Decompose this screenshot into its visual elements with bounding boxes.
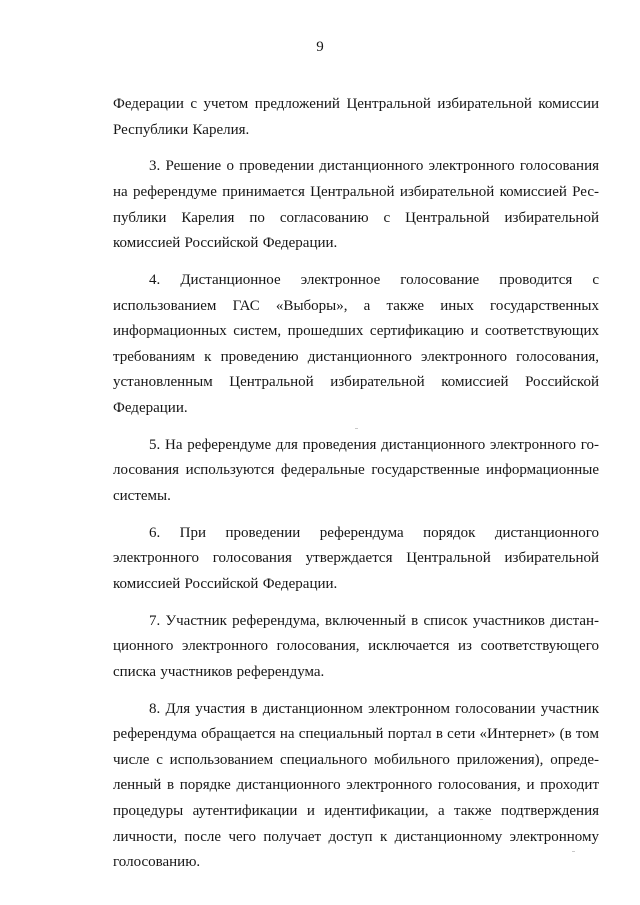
scan-speck	[355, 428, 358, 429]
scan-speck	[480, 819, 483, 820]
scan-speck	[572, 851, 575, 852]
document-body	[113, 92, 599, 876]
page-number: 9	[316, 39, 324, 55]
paragraph-3: 3. Решение о проведении дистанционного электронного голосования на референдуме принимается Центральной избирательной комиссией Республики Карелия по согласованию с Центральной избирательной комиссией Российской Федерации.	[113, 158, 599, 252]
paragraph-7: 7. Участник референдума, включенный в список участников дистанционного электронного голосования, исключается из соответствующего списка участников референдума.	[113, 612, 599, 680]
paragraph-4: 4. Дистанционное электронное голосование проводится с использованием ГАС «Выборы», а также иных государственных информационных систем, прошедших сертификацию и соответствующих требованиям к проведению дистанционного электронного голосования, установленным Центральной избирательной комиссией Российской Федерации.	[113, 271, 599, 416]
paragraph-5: 5. На референдуме для проведения дистанционного электронного голосования используются федеральные государственные информационные системы.	[113, 436, 599, 504]
paragraph-continuation: Федерации с учетом предложений Центральной избирательной комиссии Республики Карелия.	[113, 96, 599, 138]
paragraph-8: 8. Для участия в дистанционном электронном голосовании участник референдума обращается на специальный портал в сети «Интернет» (в том числе с использованием специального мобильного приложения), определенный в порядке дистанционного электронного голосования, и проходит процедуры аутентификации и идентификации, а также подтверждения личности, после чего получает доступ к дистанционному электронному голосованию.	[113, 700, 599, 871]
paragraph-6: 6. При проведении референдума порядок дистанционного электронного голосования утверждается Центральной избирательной комиссией Российской Федерации.	[113, 524, 599, 592]
